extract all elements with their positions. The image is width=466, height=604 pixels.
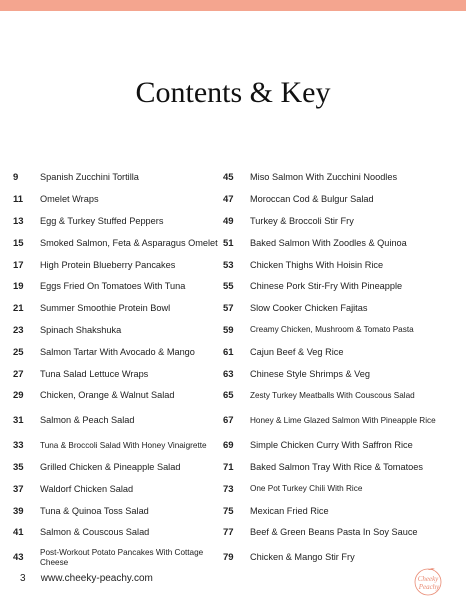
contents-left-column bbox=[13, 167, 223, 572]
contents-entry[interactable] bbox=[13, 320, 223, 342]
entry-page-number: 55 bbox=[223, 281, 234, 293]
entry-page-number: 77 bbox=[223, 527, 234, 539]
contents-entry[interactable] bbox=[13, 500, 223, 522]
entry-recipe-title: Baked Salmon Tray With Rice & Tomatoes bbox=[250, 461, 423, 472]
contents-entry[interactable] bbox=[13, 189, 223, 211]
entry-page-number: 25 bbox=[13, 346, 24, 358]
contents-entry[interactable] bbox=[13, 232, 223, 254]
entry-recipe-title: Tuna & Broccoli Salad With Honey Vinaigrette bbox=[40, 440, 207, 450]
entry-page-number: 51 bbox=[223, 237, 234, 249]
entry-recipe-title: Grilled Chicken & Pineapple Salad bbox=[40, 461, 181, 472]
contents-entry[interactable] bbox=[223, 478, 455, 500]
entry-recipe-title: Post-Workout Potato Pancakes With Cottage Cheese bbox=[40, 547, 204, 567]
contents-entry[interactable] bbox=[223, 500, 455, 522]
entry-page-number: 13 bbox=[13, 215, 24, 227]
entry-recipe-title: Chinese Style Shrimps & Veg bbox=[250, 368, 371, 379]
entry-page-number: 23 bbox=[13, 324, 24, 336]
entry-page-number: 29 bbox=[13, 390, 24, 402]
entry-recipe-title: Creamy Chicken, Mushroom & Tomato Pasta bbox=[250, 325, 414, 335]
entry-page-number: 49 bbox=[223, 215, 234, 227]
page-footer bbox=[20, 573, 153, 584]
contents-entry[interactable] bbox=[13, 522, 223, 544]
entry-page-number: 57 bbox=[223, 303, 234, 315]
entry-recipe-title: Salmon & Peach Salad bbox=[40, 415, 135, 426]
entry-page-number: 69 bbox=[223, 440, 234, 452]
entry-page-number: 21 bbox=[13, 303, 24, 315]
entry-recipe-title: Omelet Wraps bbox=[40, 194, 99, 205]
footer-url[interactable]: www.cheeky-peachy.com bbox=[40, 573, 153, 584]
contents-entry[interactable] bbox=[223, 298, 455, 320]
entry-page-number: 65 bbox=[223, 390, 234, 402]
entry-page-number: 17 bbox=[13, 259, 24, 271]
entry-page-number: 11 bbox=[13, 194, 24, 206]
entry-page-number: 41 bbox=[13, 527, 24, 539]
entry-page-number: 47 bbox=[223, 194, 234, 206]
entry-page-number: 33 bbox=[13, 440, 24, 452]
entry-recipe-title: High Protein Blueberry Pancakes bbox=[40, 259, 176, 270]
entry-recipe-title: Miso Salmon With Zucchini Noodles bbox=[250, 172, 398, 183]
contents-entry[interactable] bbox=[13, 544, 223, 572]
contents-entry[interactable] bbox=[13, 167, 223, 189]
contents-entry[interactable] bbox=[223, 211, 455, 233]
entry-recipe-title: Chicken Thighs With Hoisin Rice bbox=[250, 259, 384, 270]
entry-page-number: 15 bbox=[13, 237, 24, 249]
entry-recipe-title: Mexican Fried Rice bbox=[250, 505, 329, 516]
contents-entry[interactable] bbox=[13, 276, 223, 298]
contents-entry[interactable] bbox=[223, 341, 455, 363]
entry-page-number: 75 bbox=[223, 505, 234, 517]
entry-recipe-title: Simple Chicken Curry With Saffron Rice bbox=[250, 440, 413, 451]
contents-entry[interactable] bbox=[223, 276, 455, 298]
entry-recipe-title: Slow Cooker Chicken Fajitas bbox=[250, 303, 368, 314]
contents-entry[interactable] bbox=[223, 457, 455, 479]
entry-recipe-title: Zesty Turkey Meatballs With Couscous Salad bbox=[250, 390, 415, 400]
entry-page-number: 43 bbox=[13, 552, 24, 564]
entry-recipe-title: Salmon & Couscous Salad bbox=[40, 527, 150, 538]
entry-page-number: 63 bbox=[223, 368, 234, 380]
contents-entry[interactable] bbox=[223, 320, 455, 342]
contents-entry[interactable] bbox=[223, 254, 455, 276]
entry-recipe-title: Chinese Pork Stir-Fry With Pineapple bbox=[250, 281, 403, 292]
entry-page-number: 79 bbox=[223, 552, 234, 564]
contents-right-column bbox=[223, 167, 455, 572]
top-accent-bar bbox=[0, 0, 466, 11]
entry-recipe-title: Beef & Green Beans Pasta In Soy Sauce bbox=[250, 527, 418, 538]
entry-recipe-title: Waldorf Chicken Salad bbox=[40, 483, 134, 494]
entry-page-number: 61 bbox=[223, 346, 234, 358]
contents-entry[interactable] bbox=[13, 385, 223, 407]
logo-text-line2: Peachy bbox=[418, 583, 440, 591]
contents-entry[interactable] bbox=[13, 457, 223, 479]
entry-page-number: 39 bbox=[13, 505, 24, 517]
entry-recipe-title: Moroccan Cod & Bulgur Salad bbox=[250, 194, 374, 205]
entry-page-number: 45 bbox=[223, 172, 234, 184]
entry-recipe-title: Honey & Lime Glazed Salmon With Pineapple Rice bbox=[250, 415, 436, 425]
entry-page-number: 9 bbox=[13, 172, 19, 184]
contents-entry[interactable] bbox=[13, 478, 223, 500]
footer-page-number: 3 bbox=[20, 573, 26, 584]
entry-page-number: 31 bbox=[13, 415, 24, 427]
contents-entry[interactable] bbox=[223, 167, 455, 189]
contents-entry[interactable] bbox=[223, 522, 455, 544]
contents-entry[interactable] bbox=[13, 254, 223, 276]
entry-recipe-title: Smoked Salmon, Feta & Asparagus Omelet bbox=[40, 237, 218, 248]
contents-entry[interactable] bbox=[223, 435, 455, 457]
logo-text-line1: Cheeky bbox=[417, 575, 439, 583]
entry-page-number: 73 bbox=[223, 483, 234, 495]
contents-entry[interactable] bbox=[13, 363, 223, 385]
entry-recipe-title: Eggs Fried On Tomatoes With Tuna bbox=[40, 281, 186, 292]
contents-entry[interactable] bbox=[13, 211, 223, 233]
contents-entry[interactable] bbox=[223, 407, 455, 435]
contents-entry[interactable] bbox=[223, 232, 455, 254]
entry-recipe-title: Salmon Tartar With Avocado & Mango bbox=[40, 346, 195, 357]
entry-recipe-title: Tuna Salad Lettuce Wraps bbox=[40, 368, 149, 379]
entry-recipe-title: Chicken, Orange & Walnut Salad bbox=[40, 390, 175, 401]
entry-recipe-title: Egg & Turkey Stuffed Peppers bbox=[40, 215, 164, 226]
entry-recipe-title: Spinach Shakshuka bbox=[40, 324, 122, 335]
entry-page-number: 71 bbox=[223, 461, 234, 473]
entry-recipe-title: Turkey & Broccoli Stir Fry bbox=[250, 215, 354, 226]
entry-page-number: 35 bbox=[13, 461, 24, 473]
contents-entry[interactable] bbox=[13, 435, 223, 457]
entry-page-number: 67 bbox=[223, 415, 234, 427]
contents-entry[interactable] bbox=[223, 189, 455, 211]
entry-page-number: 37 bbox=[13, 483, 24, 495]
contents-entry[interactable] bbox=[13, 407, 223, 435]
entry-page-number: 59 bbox=[223, 324, 234, 336]
entry-recipe-title: Cajun Beef & Veg Rice bbox=[250, 346, 344, 357]
entry-recipe-title: Chicken & Mango Stir Fry bbox=[250, 552, 355, 563]
contents-entry[interactable] bbox=[13, 298, 223, 320]
entry-page-number: 19 bbox=[13, 281, 24, 293]
entry-recipe-title: One Pot Turkey Chili With Rice bbox=[250, 484, 363, 494]
contents-entry[interactable] bbox=[223, 363, 455, 385]
entry-recipe-title: Summer Smoothie Protein Bowl bbox=[40, 303, 171, 314]
entry-page-number: 27 bbox=[13, 368, 24, 380]
contents-entry[interactable] bbox=[13, 341, 223, 363]
entry-recipe-title: Baked Salmon With Zoodles & Quinoa bbox=[250, 237, 407, 248]
entry-page-number: 53 bbox=[223, 259, 234, 271]
entry-recipe-title: Tuna & Quinoa Toss Salad bbox=[40, 505, 149, 516]
contents-entry[interactable] bbox=[223, 385, 455, 407]
entry-recipe-title: Spanish Zucchini Tortilla bbox=[40, 172, 139, 183]
peach-logo-icon bbox=[408, 566, 448, 598]
page-title: Contents & Key bbox=[135, 76, 331, 109]
